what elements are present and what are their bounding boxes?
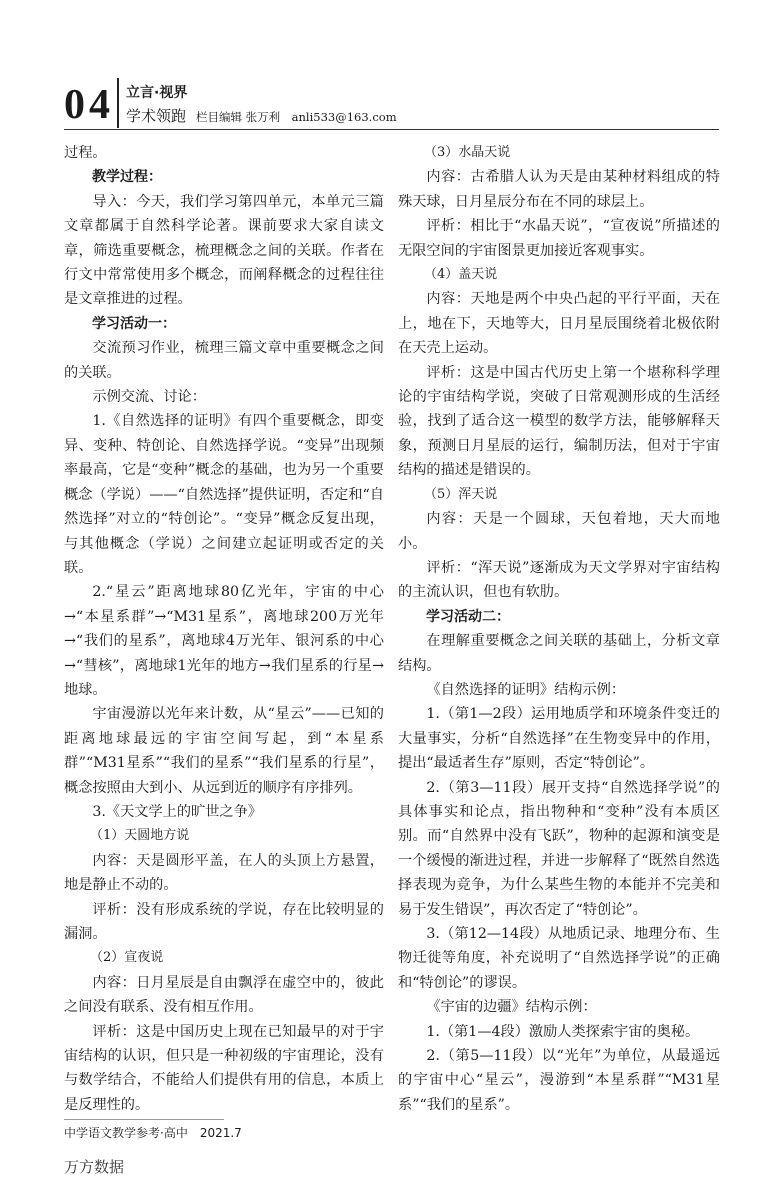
paragraph: 2.“星云”距离地球80亿光年，宇宙的中心→“本星系群”→“M31星系”，离地球200万光年→“我们的星系”，离地球4万光年、银河系的中心→“彗核”，离地球1光年的地方→我们星系的行星→地球。	[64, 584, 384, 698]
header-divider	[117, 78, 119, 128]
footer-rule	[64, 1119, 224, 1120]
paragraph: 内容：天是一个圆球，天包着地，天大而地小。	[398, 511, 720, 552]
page-number: 04	[64, 82, 114, 128]
section-title: 立言·视界	[126, 85, 188, 101]
paragraph: 1.（第1—4段）激励人类探索宇宙的奥秘。	[426, 1023, 700, 1040]
left-column	[64, 141, 384, 1117]
paragraph: 评析：“浑天说”逐渐成为天文学界对宇宙结构的主流认识，但也有软肋。	[398, 559, 720, 601]
right-column	[398, 141, 720, 1117]
paragraph: 内容：天地是两个中央凸起的平行平面，天在上，地在下，天地等大，日月星辰围绕着北极依附在天壳上运动。	[398, 291, 720, 357]
paragraph: 《宇宙的边疆》结构示例：	[426, 999, 597, 1016]
paragraph: 1.《自然选择的证明》有四个重要概念，即变异、变种、特创论、自然选择学说。“变异”出现频率最高，它是“变种”概念的基础，也为另一个重要概念（学说）——“自然选择”提供证明，否定和“自然选择”对立的“特创论”。“变异”概念反复出现，与其他概念（学说）之间建立起证明或否定的关联。	[64, 413, 384, 576]
paragraph: 2.（第5—11段）以“光年”为单位，从最遥远的宇宙中心“星云”，漫游到“本星系群”“M31星系”“我们的星系”。	[398, 1048, 720, 1113]
paragraph: 交流预习作业，梳理三篇文章中重要概念之间的关联。	[64, 340, 384, 381]
section-heading: 学习活动一：	[92, 315, 176, 332]
paragraph: 《自然选择的证明》结构示例：	[426, 681, 626, 698]
paragraph: 3.《天文学上的旷世之争》	[92, 803, 262, 820]
paragraph: 宇宙漫游以光年来计数，从“星云”——已知的距离地球最远的宇宙空间写起，到“本星系群”“M31星系”“我们的星系”“我们星系的行星”，概念按照由大到小、从远到近的顺序有序排列。	[64, 706, 384, 796]
watermark: 万方数据	[64, 1158, 125, 1176]
paragraph: 评析：这是中国历史上现在已知最早的对于宇宙结构的认识，但只是一种初级的宇宙理论，没有与数学结合，不能给人们提供有用的信息，本质上是反理性的。	[64, 1023, 384, 1113]
subsection-heading: （4）盖天说	[424, 267, 498, 283]
subsection-heading: （5）浑天说	[424, 486, 498, 502]
section-heading: 教学过程：	[92, 169, 162, 186]
section-heading: 学习活动二：	[426, 608, 510, 625]
paragraph: 过程。	[64, 145, 107, 161]
paragraph: 评析：没有形成系统的学说，存在比较明显的漏洞。	[64, 901, 384, 942]
paragraph: 内容：天是圆形平盖，在人的头顶上方悬置，地是静止不动的。	[64, 852, 384, 894]
header-rule	[64, 129, 719, 130]
paragraph: 内容：古希腊人认为天是由某种材料组成的特殊天球，日月星辰分布在不同的球层上。	[398, 169, 720, 210]
footer-journal: 中学语文教学参考·高中 2021.7	[64, 1126, 242, 1140]
column-title: 学术领跑	[126, 107, 187, 125]
paragraph: 1.（第1—2段）运用地质学和环境条件变迁的大量事实，分析“自然选择”在生物变异中的作用，提出“最适者生存”原则，否定“特创论”。	[398, 706, 720, 772]
subsection-heading: （3）水晶天说	[424, 145, 511, 160]
editor-meta: 栏目编辑 张万利 anli533@163.com	[196, 110, 397, 124]
paragraph: 评析：这是中国古代历史上第一个堪称科学理论的宇宙结构学说，突破了日常观测形成的生活经验，找到了适合这一模型的数学方法，能够解释天象，预测日月星辰的运行，编制历法，但对于宇宙结构的描述是错误的。	[398, 364, 720, 479]
paragraph: 评析：相比于“水晶天说”，“宣夜说”所描述的无限空间的宇宙图景更加接近客观事实。	[398, 218, 720, 259]
paragraph: 2.（第3—11段）展开支持“自然选择学说”的具体事实和论点，指出物种和“变种”没有本质区别。而“自然界中没有飞跃”，物种的起源和演变是一个缓慢的渐进过程，并进一步解释了“既然自然选择表现为竞争，为什么某些生物的本能并不完美和易于发生错误”，再次否定了“特创论”。	[398, 779, 720, 918]
paragraph: 示例交流、讨论：	[92, 389, 206, 406]
paragraph: 内容：日月星辰是自由飘浮在虚空中的，彼此之间没有联系、没有相互作用。	[64, 974, 384, 1016]
paragraph: 在理解重要概念之间关联的基础上，分析文章结构。	[398, 633, 720, 674]
paragraph: 导入：今天，我们学习第四单元，本单元三篇文章都属于自然科学论著。课前要求大家自读文章，筛选重要概念，梳理概念之间的关联。作者在行文中常常使用多个概念，而阐释概念的过程往往是文章推进的过程。	[64, 193, 384, 308]
subsection-heading: （1）天圆地方说	[90, 828, 190, 844]
paragraph: 3.（第12—14段）从地质记录、地理分布、生物迁徙等角度，补充说明了“自然选择学说”的正确和“特创论”的谬误。	[398, 926, 720, 991]
subsection-heading: （2）宣夜说	[90, 950, 164, 966]
